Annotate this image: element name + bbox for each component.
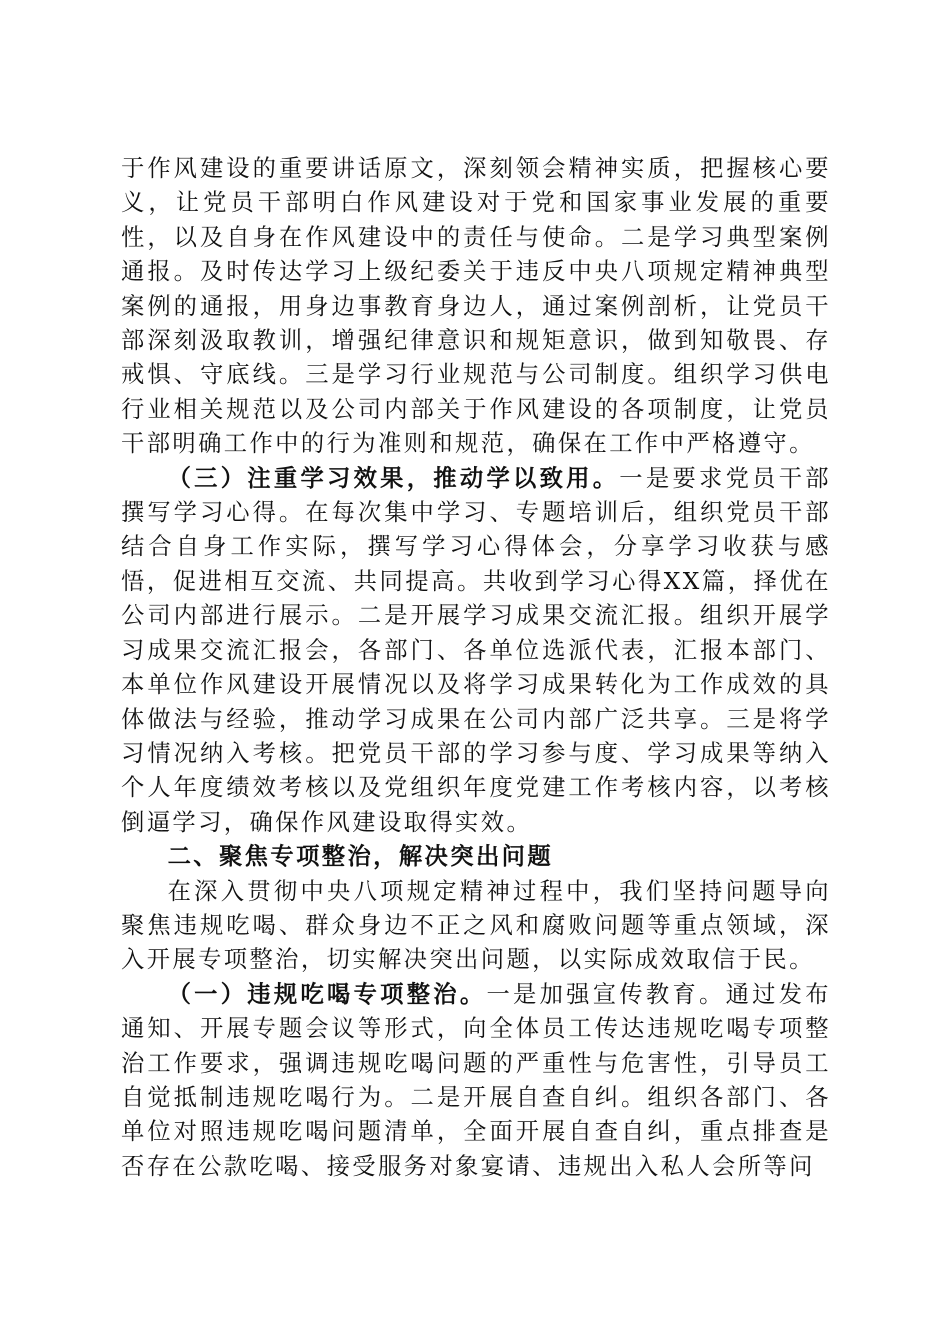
paragraph-continued: 于作风建设的重要讲话原文，深刻领会精神实质，把握核心要义，让党员干部明白作风建设对于党和国家事业发展的重要性，以及自身在作风建设中的责任与使命。二是学习典型案例通报。及时传达学习上级纪委关于违反中央八项规定精神典型案例的通报，用身边事教育身边人，通过案例剖析，让党员干部深刻汲取教训，增强纪律意识和规矩意识，做到知敬畏、存戒惧、守底线。三是学习行业规范与公司制度。组织学习供电行业相关规范以及公司内部关于作风建设的各项制度，让党员干部明确工作中的行为准则和规范，确保在工作中严格遵守。: [121, 155, 831, 458]
paragraph-lead: （一）违规吃喝专项整治。: [167, 980, 487, 1008]
document-body: [121, 152, 831, 1184]
paragraph-lead: （三）注重学习效果，推动学以致用。: [167, 464, 620, 492]
paragraph-text: 一是要求党员干部撰写学习心得。在每次集中学习、专题培训后，组织党员干部结合自身工作实际，撰写学习心得体会，分享学习收获与感悟，促进相互交流、共同提高。共收到学习心得XX篇，择优在公司内部进行展示。二是开展学习成果交流汇报。组织开展学习成果交流汇报会，各部门、各单位选派代表，汇报本部门、本单位作风建设开展情况以及将学习成果转化为工作成效的具体做法与经验，推动学习成果在公司内部广泛共享。三是将学习情况纳入考核。把党员干部的学习参与度、学习成果等纳入个人年度绩效考核以及党组织年度党建工作考核内容，以考核倒逼学习，确保作风建设取得实效。: [121, 464, 831, 836]
paragraph-rectification: [121, 978, 831, 1184]
paragraph-text: 一是加强宣传教育。通过发布通知、开展专题会议等形式，向全体员工传达违规吃喝专项整治工作要求，强调违规吃喝问题的严重性与危害性，引导员工自觉抵制违规吃喝行为。二是开展自查自纠。组织各部门、各单位对照违规吃喝问题清单，全面开展自查自纠，重点排查是否存在公款吃喝、接受服务对象宴请、违规出入私人会所等问: [121, 980, 831, 1180]
paragraph-intro: 在深入贯彻中央八项规定精神过程中，我们坚持问题导向聚焦违规吃喝、群众身边不正之风和腐败问题等重点领域，深入开展专项整治，切实解决突出问题，以实际成效取信于民。: [121, 877, 831, 974]
section-heading: 二、聚焦专项整治，解决突出问题: [167, 843, 554, 871]
paragraph-study-effect: [121, 462, 831, 840]
